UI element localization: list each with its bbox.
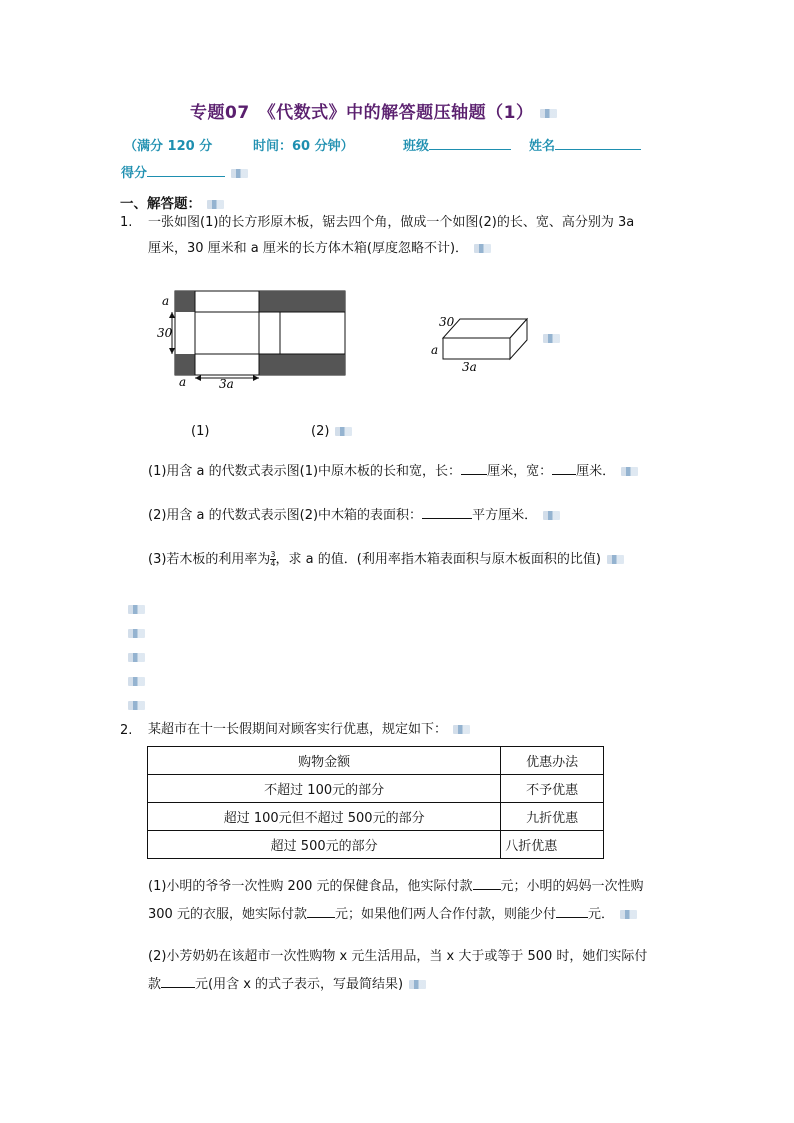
watermark-icon <box>128 605 145 614</box>
table-cell: 不超过 100元的部分 <box>148 775 501 803</box>
box-label-three-a: 3a <box>462 360 477 374</box>
table-cell: 超过 100元但不超过 500元的部分 <box>148 803 501 831</box>
q2-part2-line1: (2)小芳奶奶在该超市一次性购物 x 元生活用品，当 x 大于或等于 500 时，她们实际付 <box>148 949 648 964</box>
q2-part2-line2: 款 元(用含 x 的式子表示，写最简结果) <box>148 975 426 994</box>
full-score: （满分 120 分 <box>124 139 213 154</box>
label-thirty: 30 <box>157 326 173 340</box>
watermark-icon <box>621 467 638 476</box>
q1-line2: 厘米，30 厘米和 a 厘米的长方体木箱(厚度忽略不计)． <box>148 240 491 258</box>
cut-corner-top-left <box>175 291 195 312</box>
watermark-icon <box>620 910 637 919</box>
watermark-icon <box>207 200 224 209</box>
q2-part1-line2: 300 元的衣服，她实际付款 元；如果他们两人合作付款，则能少付 元． <box>148 905 637 924</box>
table-cell: 不予优惠 <box>501 775 604 803</box>
q2-number: 2. <box>120 723 133 738</box>
q2-intro: 某超市在十一长假期间对顾客实行优惠，规定如下： <box>148 721 470 739</box>
page-title: 专题07 《代数式》中的解答题压轴题（1） <box>190 98 557 123</box>
table-row <box>148 831 604 859</box>
cut-corner-bottom-left <box>175 354 195 375</box>
watermark-icon <box>543 511 560 520</box>
cut-corner-top-right <box>259 291 345 312</box>
table-cell: 超过 500元的部分 <box>148 831 501 859</box>
q1-number: 1. <box>120 215 133 230</box>
class-field[interactable]: 班级 <box>403 135 511 154</box>
label-a-bottom: a <box>179 375 187 389</box>
box-label-thirty: 30 <box>439 315 455 329</box>
table-header: 购物金额 <box>148 747 501 775</box>
watermark-icon <box>335 427 352 436</box>
q1-part3: (3)若木板的利用率为 $\frac{3}{4}$ ，求 a 的值．(利用率指木箱表面积与原木板面积的比值) <box>148 551 624 569</box>
score-field[interactable]: 得分 <box>121 162 248 181</box>
q1-part1: (1)用含 a 的代数式表示图(1)中原木板的长和宽，长： 厘米，宽： 厘米． <box>148 462 638 481</box>
discount-table <box>147 746 604 859</box>
table-row <box>148 775 604 803</box>
name-field[interactable]: 姓名 <box>529 135 641 154</box>
watermark-icon <box>540 109 557 118</box>
watermark-icon <box>128 653 145 662</box>
table-cell: 八折优惠 <box>501 831 604 859</box>
table-row <box>148 803 604 831</box>
watermark-icon <box>409 980 426 989</box>
q1-line1: 一张如图(1)的长方形原木板，锯去四个角，做成一个如图(2)的长、宽、高分别为 3a <box>148 215 635 230</box>
table-header-row <box>148 747 604 775</box>
watermark-icon <box>128 629 145 638</box>
table-header: 优惠办法 <box>501 747 604 775</box>
watermark-icon <box>474 244 491 253</box>
table-cell: 九折优惠 <box>501 803 604 831</box>
watermark-icon <box>128 701 145 710</box>
time-info: 时间：60 分钟） <box>253 139 354 154</box>
label-a-top: a <box>162 294 170 308</box>
q2-part1-line1: (1)小明的爷爷一次性购 200 元的保健食品，他实际付款 元；小明的妈妈一次性购 <box>148 879 644 894</box>
section-title: 一、解答题： <box>120 192 224 212</box>
exam-info-line <box>124 135 212 154</box>
cut-corner-bottom-right <box>259 354 345 375</box>
watermark-icon <box>453 725 470 734</box>
label-three-a: 3a <box>219 377 234 391</box>
watermark-icon <box>128 677 145 686</box>
figure-1-board <box>155 285 355 395</box>
watermark-icon <box>543 334 560 343</box>
q1-part2: (2)用含 a 的代数式表示图(2)中木箱的表面积： 平方厘米． <box>148 506 560 525</box>
box-label-a: a <box>431 343 439 357</box>
watermark-icon <box>231 169 248 178</box>
figure-1-caption: (1) <box>191 424 210 439</box>
figure-2-caption: (2) <box>311 423 352 441</box>
watermark-icon <box>607 555 624 564</box>
